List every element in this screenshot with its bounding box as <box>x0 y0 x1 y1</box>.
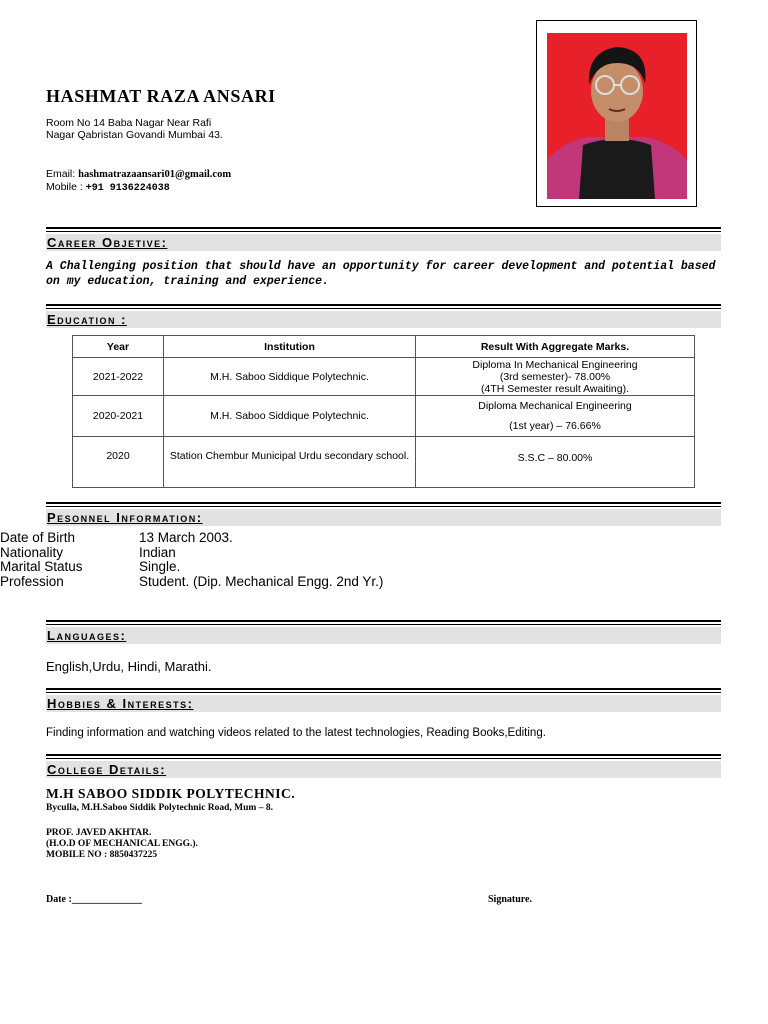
profession-value: Student. (Dip. Mechanical Engg. 2nd Yr.) <box>139 574 384 589</box>
section-languages <box>46 620 721 644</box>
result-cell <box>416 396 695 437</box>
address <box>46 117 223 141</box>
column-header: Year <box>73 336 164 358</box>
section-title: Languages: <box>47 628 127 643</box>
section-education <box>46 304 721 328</box>
section-title: Career Objetive: <box>47 235 168 250</box>
personal-info-list <box>0 531 520 591</box>
mobile-label: Mobile : <box>46 181 83 193</box>
year-cell: 2020 <box>73 437 164 488</box>
person-portrait-icon <box>547 33 687 199</box>
result-cell <box>416 358 695 396</box>
date-field: Date :______________ <box>46 894 142 905</box>
section-title: Pesonnel Information: <box>47 510 203 525</box>
institution-cell: M.H. Saboo Siddique Polytechnic. <box>164 358 416 396</box>
result-line: Diploma In Mechanical Engineering <box>472 358 638 371</box>
profession-label: Profession <box>0 574 64 589</box>
marital-label: Marital Status <box>0 559 83 574</box>
institution-cell: Station Chembur Municipal Urdu secondary school. <box>164 437 416 488</box>
college-address: Byculla, M.H.Saboo Siddik Polytechnic Road, Mum – 8. <box>46 803 273 813</box>
section-personal-information <box>46 502 721 526</box>
result-cell: S.S.C – 80.00% <box>416 437 695 488</box>
nationality-value: Indian <box>139 545 176 560</box>
profile-photo <box>547 33 687 199</box>
mobile-line <box>46 181 170 194</box>
table-header-row <box>73 336 695 358</box>
candidate-name: HASHMAT RAZA ANSARI <box>46 86 276 106</box>
college-name: M.H SABOO SIDDIK POLYTECHNIC. <box>46 786 296 801</box>
table-row <box>73 437 695 488</box>
mobile-value: +91 9136224038 <box>85 183 170 194</box>
institution-cell: M.H. Saboo Siddique Polytechnic. <box>164 396 416 437</box>
result-line: (3rd semester)- 78.00% <box>499 370 611 383</box>
hobbies-text: Finding information and watching videos related to the latest technologies, Reading Books,Editing. <box>46 727 546 739</box>
year-cell: 2020-2021 <box>73 396 164 437</box>
contact-person: PROF. JAVED AKHTAR. <box>46 828 152 838</box>
email-line <box>46 168 231 180</box>
section-title: Education : <box>47 312 127 327</box>
email-label: Email: <box>46 168 76 180</box>
result-line: Diploma Mechanical Engineering <box>478 400 632 412</box>
signature-field: Signature. <box>488 894 532 905</box>
college-details <box>46 786 295 861</box>
nationality-label: Nationality <box>0 545 64 560</box>
dob-value: 13 March 2003. <box>139 530 233 545</box>
contact-designation: (H.O.D OF MECHANICAL ENGG.). <box>46 839 198 849</box>
address-line-1: Room No 14 Baba Nagar Near Rafi <box>46 117 212 129</box>
dob-label: Date of Birth <box>0 530 76 545</box>
year-cell: 2021-2022 <box>73 358 164 396</box>
section-college-details <box>46 754 721 778</box>
result-line: (1st year) – 76.66% <box>509 420 601 432</box>
marital-value: Single. <box>139 559 181 574</box>
table-row <box>73 396 695 437</box>
column-header: Result With Aggregate Marks. <box>416 336 695 358</box>
education-table <box>72 335 695 488</box>
contact-mobile: MOBILE NO : 8850437225 <box>46 850 158 860</box>
languages-text: English,Urdu, Hindi, Marathi. <box>46 659 212 674</box>
table-row <box>73 358 695 396</box>
section-hobbies <box>46 688 721 712</box>
column-header: Institution <box>164 336 416 358</box>
email-value[interactable]: hashmatrazaansari01@gmail.com <box>78 169 232 180</box>
result-line: (4TH Semester result Awaiting). <box>480 382 630 395</box>
address-line-2: Nagar Qabristan Govandi Mumbai 43. <box>46 129 223 141</box>
section-career-objective <box>46 227 721 251</box>
section-title: Hobbies & Interests: <box>47 696 194 711</box>
section-title: College Details: <box>47 762 167 777</box>
career-objective-text: A Challenging position that should have an opportunity for career development and potential based on my education, training and experience. <box>46 260 716 288</box>
